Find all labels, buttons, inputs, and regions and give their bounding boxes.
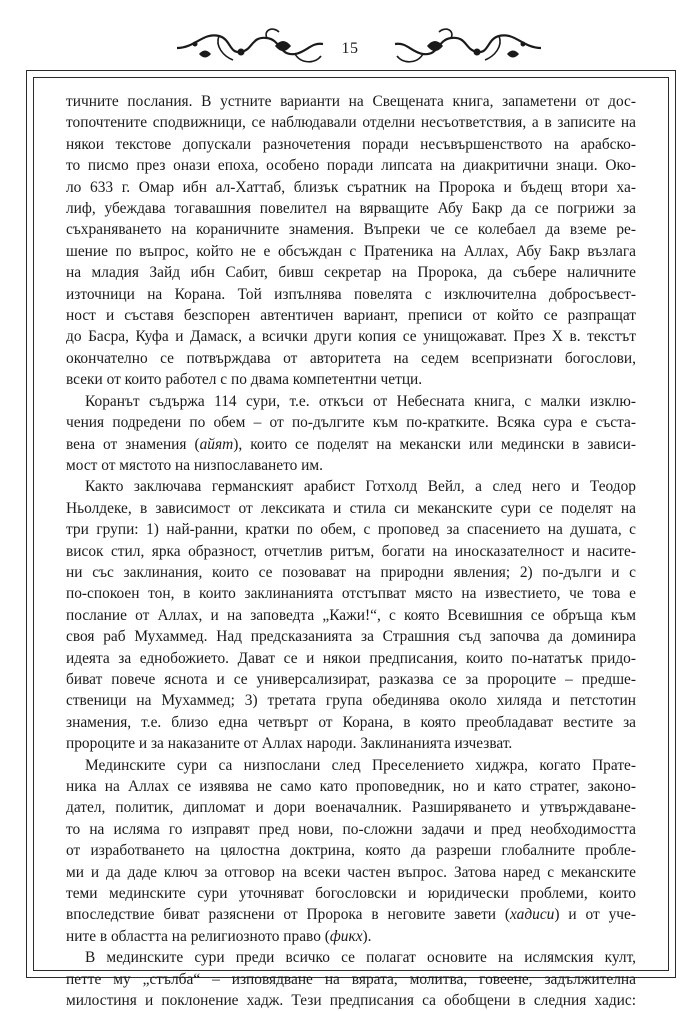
text-line: теми мединските сури уточняват богословски и юридически проблеми, които — [66, 885, 636, 903]
text-line: на младия Зайд ибн Сабит, бивш секретар на Пророка, да събере наличните — [66, 264, 636, 282]
text-line: В мединските сури преди всичко се полагат основите на ислямския култ, — [85, 949, 636, 967]
text-line: висок стил, ярка образност, отчетлив ритъм, богати на иносказателност и насите- — [66, 542, 636, 560]
text-line: ника на Аллах се изявява не само като проповедник, но и като стратег, законо- — [66, 778, 636, 795]
text-line: своя раб Мухаммед. Над предсказанията за Страшния съд започва да доминира — [66, 628, 636, 646]
text-line: по-спокоен тон, в които заклинанията отстъпват място на известието, че това е — [66, 585, 636, 603]
text-line: пророците и за наказаните от Аллах народи. Заклинанията изчезват. — [66, 735, 513, 753]
text-line: то писмо през онази епоха, особено поради липсата на диакритични знаци. Око- — [66, 157, 636, 175]
text-line: ственици на Мухаммед; 3) третата група обединява около хиляда и петстотин — [66, 692, 636, 710]
text-line: някои текстове допускали разночетения поради несъвършенството на арабско- — [66, 135, 636, 153]
text-line: ло 633 г. Омар ибн ал-Хаттаб, близък съратник на Пророка и бъдещ втори ха- — [66, 178, 636, 196]
text-line: окончателно се потвърждава от авторитета на седем всепризнати богослови, — [66, 349, 636, 367]
text-line: петте му „стълба“ – изповядване на вярата, молитва, говеене, задължителна — [66, 970, 636, 988]
text-line: Ньолдеке, в зависимост от лексиката и стила си меканските сури се поделят на — [66, 499, 636, 517]
text-line: до Басра, Куфа и Дамаск, а всички други копия се унищожават. През Х в. текстът — [66, 328, 636, 346]
text-line: впоследствие биват разяснени от Пророка в неговите завети (хадиси) и от уче- — [66, 906, 636, 924]
text-line: източници на Корана. Той изпълнява повелята с изключителна добросъвест- — [66, 285, 636, 303]
text-line: шение по въпрос, който не е обсъждан с Пратеника на Аллах, Абу Бакр възлага — [66, 242, 636, 260]
text-line: съхраняването на кораничните знамения. Въпреки че се колебаел да вземе ре- — [66, 221, 636, 239]
page-header — [0, 18, 700, 68]
text-line: Коранът съдържа 114 сури, т.е. откъси от Небесната книга, с малки изклю- — [85, 392, 636, 410]
text-line: тичните послания. В устните варианти на Свещената книга, запаметени от дос- — [66, 93, 636, 110]
text-line: Мединските сури са низпослани след Преселението хиджра, когато Прате- — [85, 756, 636, 774]
text-line: знамения, т.е. близо една четвърт от Корана, в която преобладават вестите за — [66, 713, 636, 731]
text-line: лиф, убеждава тогавашния повелител на вярващите Абу Бакр да се погрижи за — [66, 200, 636, 218]
text-line: от изработването на цялостна доктрина, която да разреши глобалните пробле- — [66, 842, 636, 860]
text-line: милостиня и поклонение хадж. Тези предписания са обобщени в следния хадис: — [66, 992, 636, 1010]
text-line: то на исляма го изправят пред нови, по-сложни задачи и пред необходимостта — [66, 820, 636, 838]
text-line: ни със заклинания, които се позовават на природни явления; 2) по-дълги и с — [66, 563, 636, 581]
text-line: дател, политик, дипломат и дори военачалник. Разширяването и утвърждаване- — [66, 799, 636, 817]
text-line: мост от мястото на низпославането им. — [66, 456, 323, 474]
text-line: биват повече яснота и се универсализират, разказва се за пророците – предше- — [66, 670, 636, 688]
text-line: топочтените сподвижници, се наблюдавали отделни несъответствия, а в записите на — [66, 114, 636, 132]
text-line: ните в областта на религиозното право (фикх). — [66, 927, 372, 945]
page-number: 15 — [341, 40, 359, 57]
text-line: ност и съставя безспорен автентичен вариант, преписи от който се разпращат — [66, 307, 636, 325]
text-line: послание от Аллах, и на заповедта „Кажи!“, с която Всевишния се обръща към — [66, 606, 636, 624]
arabesque-ornament-icon — [175, 26, 325, 68]
text-line: вена от знамения (айят), които се поделят на мекански или медински в зависи- — [66, 435, 637, 453]
text-line: всеки от които работел с по двама компетентни четци. — [66, 371, 423, 389]
text-line: ми и да даде ключ за отговор на всеки частен въпрос. Затова наред с меканските — [66, 863, 636, 881]
body-text — [66, 91, 636, 1011]
text-line: чения подредени по обем – от по-дългите към по-кратките. Всяка сура е съста- — [66, 414, 636, 432]
arabesque-ornament-icon — [393, 26, 543, 68]
text-line: Както заключава германският арабист Готхолд Вейл, а след него и Теодор — [85, 478, 636, 496]
text-line: три групи: 1) най-ранни, кратки по обем, с проповед за спасението на душата, с — [66, 521, 636, 539]
text-line: идеята за еднобожието. Дават се и някои предписания, които по-нататък придо- — [66, 649, 636, 667]
